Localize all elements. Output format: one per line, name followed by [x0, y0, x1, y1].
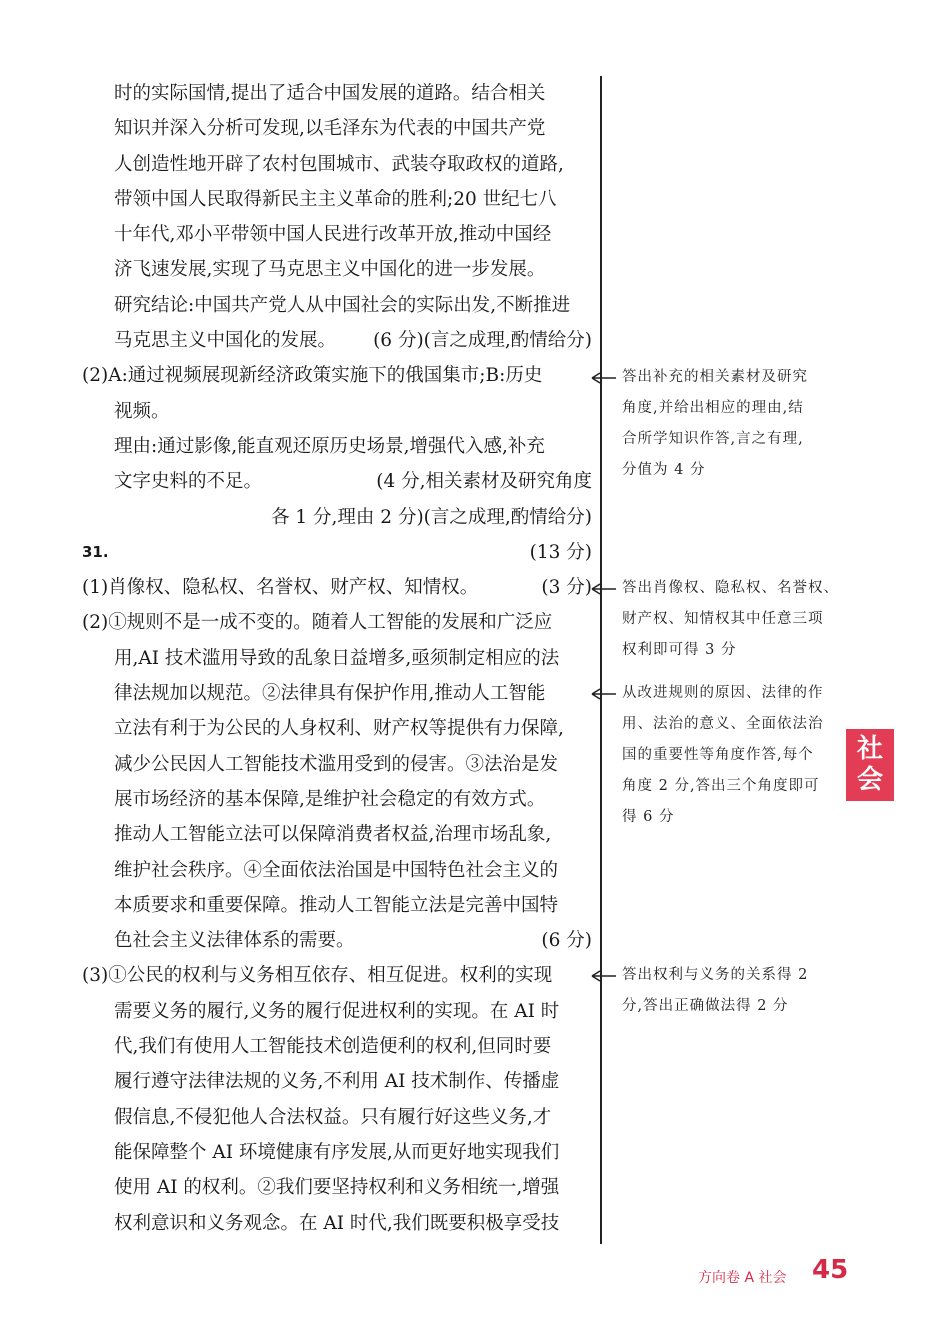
- text-line: 本质要求和重要保障。推动人工智能立法是完善中国特: [114, 894, 559, 916]
- arrow-left-icon: [590, 688, 618, 700]
- page-number: 45: [812, 1255, 849, 1285]
- text-line: 济飞速发展,实现了马克思主义中国化的进一步发展。: [114, 259, 546, 281]
- note-line: 财产权、知情权其中任意三项: [622, 611, 824, 627]
- note-line: 答出肖像权、隐私权、名誉权、: [622, 580, 839, 596]
- question-number: 31.: [82, 542, 109, 561]
- text-line: 使用 AI 的权利。②我们要坚持权利和义务相统一,增强: [114, 1177, 560, 1199]
- text-line: 带领中国人民取得新民主主义革命的胜利;20 世纪七八: [114, 188, 557, 210]
- text-line: 律法规加以规范。②法律具有保护作用,推动人工智能: [114, 683, 546, 705]
- text-line: 展市场经济的基本保障,是维护社会稳定的有效方式。: [114, 788, 546, 810]
- text-line: 推动人工智能立法可以保障消费者权益,治理市场乱象,: [114, 824, 552, 846]
- page-footer: [692, 1255, 862, 1295]
- text-line: 理由:通过影像,能直观还原历史场景,增强代入感,补充: [114, 435, 545, 457]
- score-label: (4 分,相关素材及研究角度: [376, 471, 592, 493]
- text-line: 代,我们有使用人工智能技术创造便利的权利,但同时要: [114, 1036, 552, 1058]
- note-line: 国的重要性等角度作答,每个: [622, 747, 814, 763]
- reason-end-text: 文字史料的不足。: [114, 471, 263, 493]
- text-line: [82, 464, 592, 499]
- scoring-note-3: [622, 678, 844, 833]
- footer-label: 方向卷 A 社会: [698, 1270, 787, 1286]
- margin-divider: [600, 76, 602, 1244]
- note-line: 合所学知识作答,言之有理,: [622, 431, 804, 447]
- text-line: 履行遵守法律法规的义务,不利用 AI 技术制作、传播虚: [114, 1071, 560, 1093]
- score-label: (6 分): [541, 930, 592, 952]
- q31-1-text: (1)肖像权、隐私权、名誉权、财产权、知情权。: [82, 577, 479, 599]
- note-line: 权利即可得 3 分: [622, 642, 737, 658]
- score-label: (3 分): [541, 577, 592, 599]
- arrow-left-icon: [590, 970, 618, 982]
- q31-2-line: (2)①规则不是一成不变的。随着人工智能的发展和广泛应: [82, 612, 553, 634]
- score-label: 各 1 分,理由 2 分)(言之成理,酌情给分): [271, 506, 592, 528]
- text-line: 时的实际国情,提出了适合中国发展的道路。结合相关: [114, 83, 546, 104]
- q31-2-last-text: 色社会主义法律体系的需要。: [114, 930, 355, 952]
- text-line: 假信息,不侵犯他人合法权益。只有履行好这些义务,才: [114, 1106, 552, 1128]
- subject-tab-char: 会: [856, 765, 883, 795]
- q31-1-line: [82, 570, 592, 605]
- text-line: 人创造性地开辟了农村包围城市、武装夺取政权的道路,: [114, 153, 564, 175]
- text-line: 知识并深入分析可发现,以毛泽东为代表的中国共产党: [114, 118, 546, 140]
- conclusion-text: 马克思主义中国化的发展。: [114, 330, 337, 352]
- text-line: 用,AI 技术滥用导致的乱象日益增多,亟须制定相应的法: [114, 647, 560, 669]
- arrow-left-icon: [590, 372, 618, 384]
- note-line: 分值为 4 分: [622, 462, 706, 478]
- text-line: 视频。: [114, 400, 170, 422]
- text-line: 十年代,邓小平带领中国人民进行改革开放,推动中国经: [114, 224, 552, 246]
- subject-tab-char: 社: [856, 734, 883, 764]
- note-line: 分,答出正确做法得 2 分: [622, 998, 789, 1014]
- text-line: 减少公民因人工智能技术滥用受到的侵害。③法治是发: [114, 753, 559, 775]
- text-line: [82, 323, 592, 358]
- question-header: [82, 535, 592, 570]
- note-line: 答出权利与义务的关系得 2: [622, 967, 809, 983]
- score-label: (6 分)(言之成理,酌情给分): [373, 330, 592, 352]
- subject-tab: [846, 729, 894, 801]
- text-line: [82, 923, 592, 958]
- text-line: 立法有利于为公民的人身权利、财产权等提供有力保障,: [114, 718, 564, 740]
- text-line: 维护社会秩序。④全面依法治国是中国特色社会主义的: [114, 859, 559, 881]
- scoring-note-1: [622, 362, 844, 486]
- note-line: 角度,并给出相应的理由,结: [622, 400, 804, 416]
- q31-3-line: (3)①公民的权利与义务相互依存、相互促进。权利的实现: [82, 965, 553, 987]
- text-line: 研究结论:中国共产党人从中国社会的实际出发,不断推进: [114, 294, 571, 316]
- text-line: 需要义务的履行,义务的履行促进权利的实现。在 AI 时: [114, 1000, 560, 1022]
- text-line: 权利意识和义务观念。在 AI 时代,我们既要积极享受技: [114, 1212, 560, 1234]
- arrow-left-icon: [590, 583, 618, 595]
- scoring-note-2: [622, 573, 844, 666]
- note-line: 得 6 分: [622, 809, 675, 825]
- answer-body: [82, 76, 592, 1241]
- note-line: 答出补充的相关素材及研究: [622, 369, 808, 385]
- scoring-note-4: [622, 960, 844, 1022]
- note-line: 从改进规则的原因、法律的作: [622, 685, 824, 701]
- q30-2-line: (2)A:通过视频展现新经济政策实施下的俄国集市;B:历史: [82, 365, 543, 387]
- note-line: 角度 2 分,答出三个角度即可: [622, 778, 820, 794]
- question-score: (13 分): [529, 541, 592, 563]
- text-line: 能保障整个 AI 环境健康有序发展,从而更好地实现我们: [114, 1141, 560, 1163]
- note-line: 用、法治的意义、全面依法治: [622, 716, 824, 732]
